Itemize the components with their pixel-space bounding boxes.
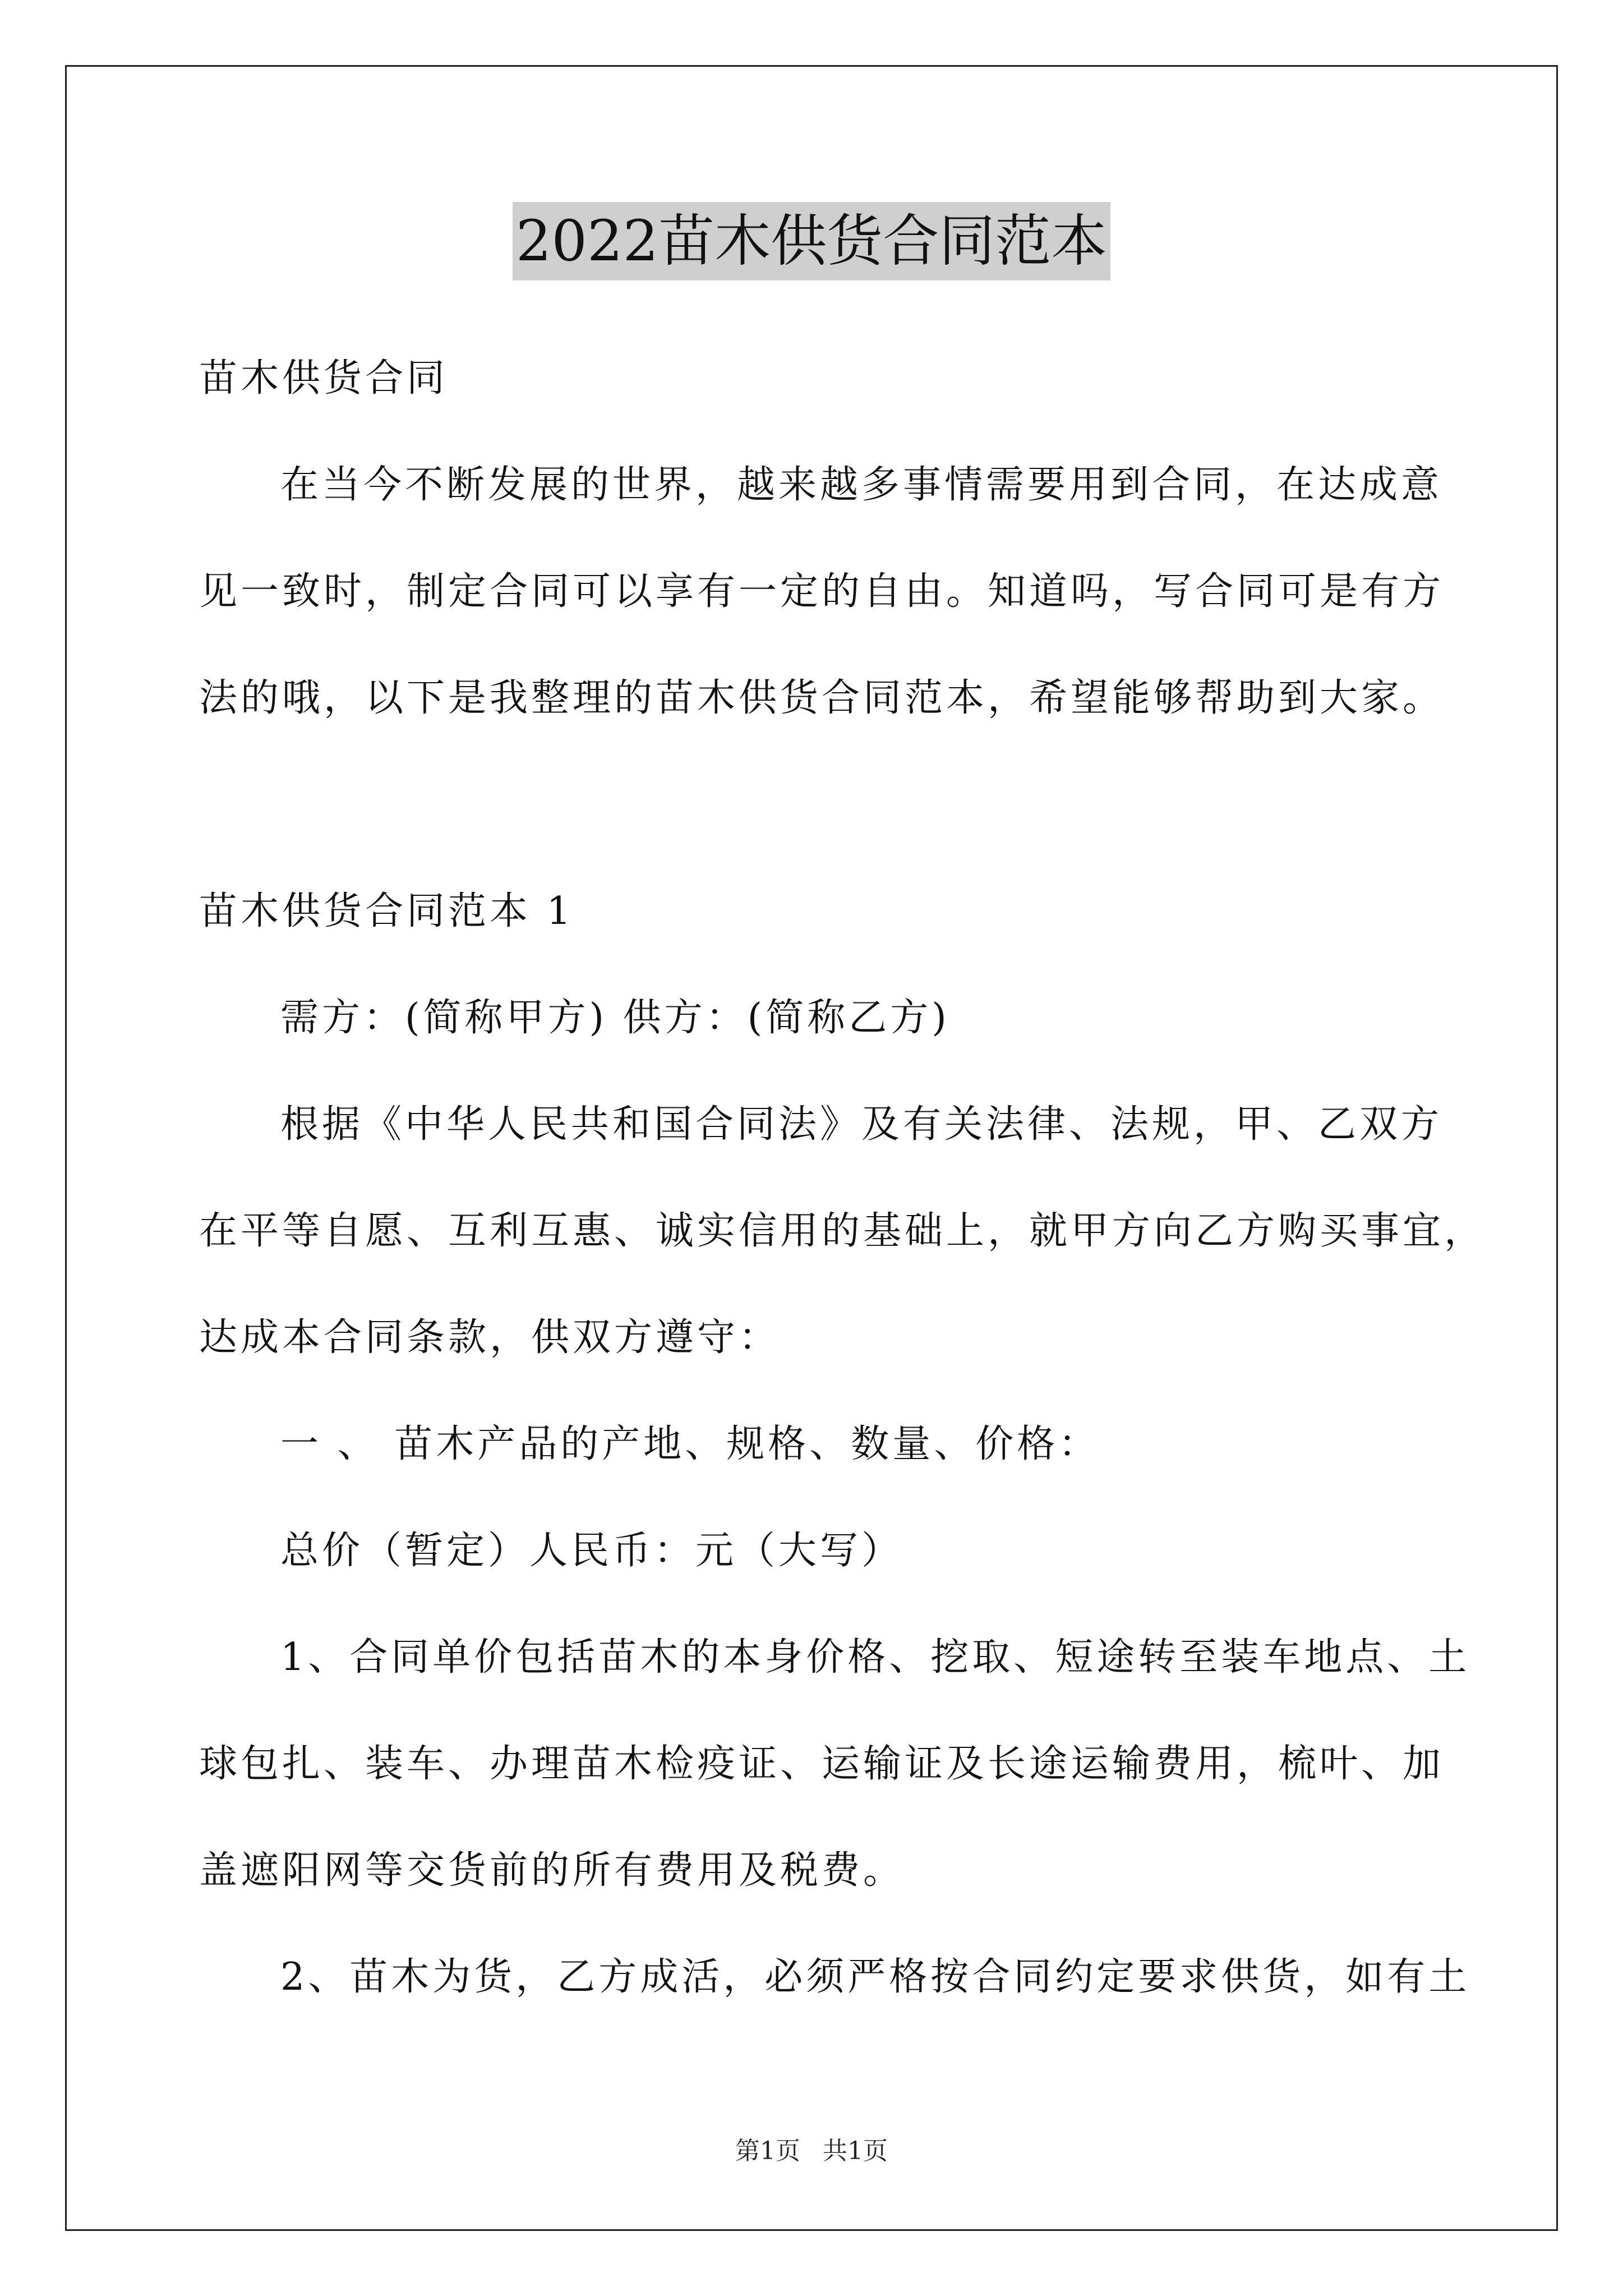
clause-1-heading: 一 、 苗木产品的产地、规格、数量、价格： — [280, 1422, 1100, 1466]
item-1-line-1: 1、合同单价包括苗木的本身价格、挖取、短途转至装车地点、土 — [280, 1635, 1470, 1680]
intro-line-3: 法的哦，以下是我整理的苗木供货合同范本，希望能够帮助到大家。 — [199, 676, 1445, 720]
intro-line-1: 在当今不断发展的世界，越来越多事情需要用到合同，在达成意 — [280, 463, 1443, 507]
basis-line-1: 根据《中华人民共和国合同法》及有关法律、法规，甲、乙双方 — [280, 1102, 1443, 1147]
basis-line-3: 达成本合同条款，供双方遵守： — [199, 1315, 781, 1360]
document-subtitle: 苗木供货合同 — [199, 356, 449, 401]
item-2-line-1: 2、苗木为货，乙方成活，必须严格按合同约定要求供货，如有土 — [280, 1955, 1470, 1999]
document-title-text: 2022苗木供货合同范本 — [513, 202, 1111, 280]
basis-line-2: 在平等自愿、互利互惠、诚实信用的基础上，就甲方向乙方购买事宜， — [199, 1209, 1486, 1253]
section-title: 苗木供货合同范本 1 — [199, 889, 574, 933]
item-1-line-3: 盖遮阳网等交货前的所有费用及税费。 — [199, 1848, 905, 1893]
parties-line: 需方：(简称甲方) 供方：(简称乙方) — [280, 996, 950, 1040]
item-1-line-2: 球包扎、装车、办理苗木检疫证、运输证及长途运输费用，梳叶、加 — [199, 1742, 1445, 1786]
page-footer — [0, 2134, 1623, 2168]
page-number-current: 第1页 — [735, 2137, 800, 2165]
page-number-total: 共1页 — [823, 2137, 888, 2165]
intro-line-2: 见一致时，制定合同可以享有一定的自由。知道吗，写合同可是有方 — [199, 569, 1445, 614]
total-price-line: 总价（暂定）人民币：元（大写） — [280, 1529, 903, 1573]
document-title — [0, 202, 1623, 280]
